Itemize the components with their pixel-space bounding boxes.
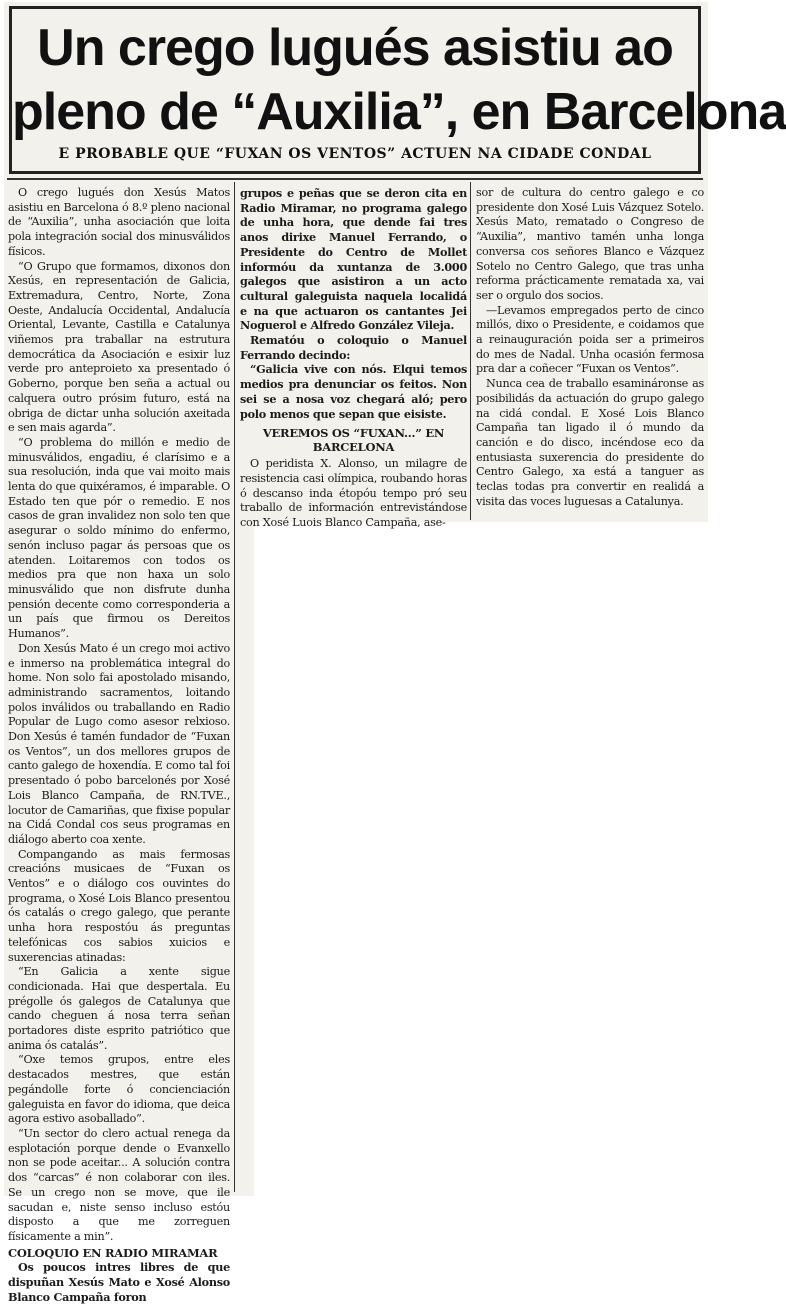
paragraph: Compangando as mais fermosas creacións musicaes de “Fuxan os Ventos” e o diálogo cos ouvintes do programa, o Xosé Lois Blanco presentou ós catalás o crego galego, que perante unha hora respostóu ás preguntas telefónicas cos sabios xuicios e suxerencias atinadas: bbox=[8, 847, 230, 964]
section-subhead: COLOQUIO EN RADIO MIRAMAR bbox=[8, 1245, 218, 1260]
article-column-3 bbox=[476, 186, 704, 520]
section-subhead: VEREMOS OS “FUXAN...” EN BARCELONA bbox=[262, 426, 445, 455]
paragraph: “En Galicia a xente sigue condicionada. Hai que despertala. Eu prégolle ós galegos de Catalunya que cando cheguen á nosa terra señan portadores diste esprito patriótico que anima ós catalás”. bbox=[8, 965, 230, 1052]
article-column-2 bbox=[240, 186, 467, 530]
article-column-1 bbox=[8, 186, 230, 1304]
horizontal-rule bbox=[7, 178, 703, 180]
paragraph: Don Xesús Mato é un crego moi activo e inmerso na problemática integral do home. Non solo fai apostolado misando, administrando sacramentos, loitando polos inválidos ou traballando en Radio Popular de Lugo como asesor relxioso. Don Xesús é tamén fundador de “Fuxan os Ventos”, un dos mellores grupos de canto galego de hoxendía. E como tal foi presentado ó pobo barcelonés por Xosé Lois Blanco Campaña, de RN.TVE., locutor de Camariñas, que fixise popular na Cidá Condal cos seus programas en diálogo aberto coa xente. bbox=[8, 641, 230, 846]
paragraph: Os poucos intres libres de que dispuñan Xesús Mato e Xosé Alonso Blanco Campaña foron bbox=[8, 1260, 230, 1304]
column-divider-1 bbox=[234, 182, 235, 1192]
paragraph: sor de cultura do centro galego e co presidente don Xosé Luis Vázquez Sotelo. Xesús Mato, rematado o Congreso de “Auxilia”, mantivo tamén unha longa conversa cos señores Blanco e Vázquez Sotelo no Centro Galego, que tras unha reforma prácticamente rematada xa, vai ser o orgulo dos socios. bbox=[476, 186, 704, 302]
paragraph: —Levamos empregados perto de cinco millós, dixo o Presidente, e coidamos que a reinauguración poida ser a primeiros do mes de Nadal. Unha ocasión fermosa pra dar a coñecer “Fuxan os Ventos”. bbox=[476, 303, 704, 376]
column-divider-2 bbox=[470, 182, 471, 520]
paragraph: “Oxe temos grupos, entre eles destacados mestres, que están pegándolle forte ó concienciación galeguista en favor do idioma, que deica agora estivo asoballado”. bbox=[8, 1053, 230, 1126]
paragraph: O crego lugués don Xesús Matos asistiu en Barcelona ó 8.º pleno nacional de “Auxilia”, unha asociación que loita pola integración social dos minusválidos físicos. bbox=[8, 186, 230, 258]
paragraph: Nunca cea de traballo esamináronse as posibilidás da actuación do grupo galego na cidá condal. E Xosé Lois Blanco Campaña tan ligado il ó mundo da canción e do disco, incéndose eco da entusiasta suxerencia do presidente do Centro Galego, xa está a tanguer as teclas todas pra convertir en realidá a visita das voces luguesas a Catalunya. bbox=[476, 377, 704, 508]
headline-line-2: pleno de “Auxilia”, en Barcelona bbox=[12, 83, 786, 141]
headline-line-1: Un crego lugués asistiu ao bbox=[37, 19, 673, 77]
paragraph: O peridista X. Alonso, un milagre de resistencia casi olímpica, roubando horas ó descanso inda étopóu tempo pró seu traballo de información entrevistándose con Xosé Luois Blanco Campaña, ase- bbox=[240, 457, 467, 530]
paragraph: “O problema do millón e medio de minusválidos, engadiu, é clarísimo e a sua resolución, inda que vai moito mais lenta do que quixéramos, é imparable. O Estado ten que pór o remedio. E nos casos de gran invalidez non solo ten que asegurar o soldo mínimo do enfermo, senón incluso pagar ás persoas que os atenden. Loitaremos con todos os medios pra que non haxa un solo minusválido que non disfrute dunha pensión decente como corresponderia a un país que firmou os Dereitos Humanos”. bbox=[8, 435, 230, 641]
headline-box bbox=[9, 6, 786, 174]
paragraph: grupos e peñas que se deron cita en Radio Miramar, no programa galego de unha hora, que dende fai tres anos dirixe Manuel Ferrando, o Presidente do Centro de Mollet informóu da xuntanza de 3.000 galegos que asistiron a un acto cultural galeguista naquela localidá e na que actuaron os cantantes Jei Noguerol e Alfredo González Vileja. bbox=[240, 186, 467, 333]
subheadline: E PROBABLE QUE “FUXAN OS VENTOS” ACTUEN NA CIDADE CONDAL bbox=[58, 146, 652, 162]
paragraph: Rematóu o coloquio o Manuel Ferrando decindo: bbox=[240, 333, 467, 362]
paragraph: “Galicia vive con nós. Elqui temos medios pra denunciar os feitos. Non sei se a nosa voz chegará aló; pero polo menos que sepan que eisiste. bbox=[240, 362, 467, 421]
paragraph: “Un sector do clero actual renega da esplotación porque dende o Evanxello non se pode aceitar... A solución contra dos “carcas” é non colaborar con iles. Se un crego non se move, que ile sacudan e, niste senso incluso estóu disposto a que me zorreguen físicamente a min”. bbox=[8, 1127, 230, 1243]
paragraph: “O Grupo que formamos, dixonos don Xesús, en representación de Galicia, Extremadura, Centro, Norte, Zona Oeste, Andalucía Occidental, Andalucía Oriental, Levante, Castilla e Catalunya viñemos pra traballar na estrutura democrática da Asociación e esixir luz verde pro anteproieto xa presentado ó Goberno, porque ben seña a actual ou calquera outro prósim futuro, está na obriga de dictar unha solución axeitada e sen mais agarda”. bbox=[8, 259, 230, 435]
